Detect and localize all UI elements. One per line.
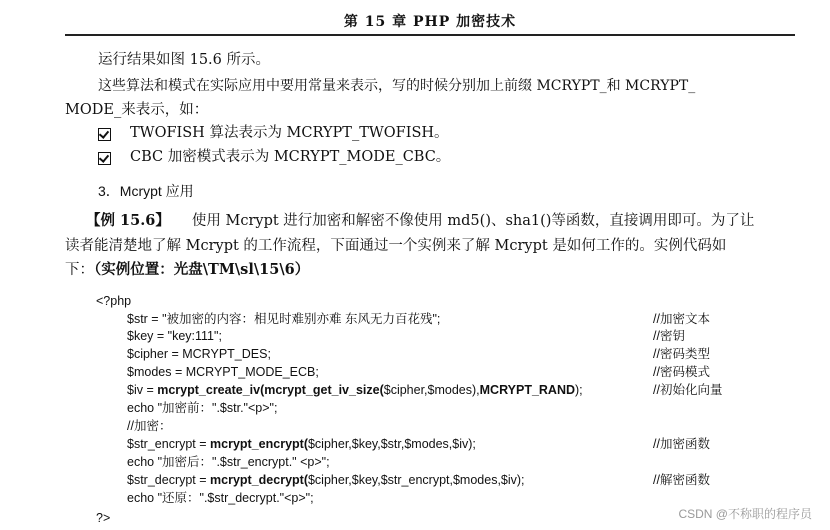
code-line: $cipher = MCRYPT_DES; (127, 347, 271, 361)
example-line: 读者能清楚地了解 Mcrypt 的工作流程，下面通过一个实例来了解 Mcrypt 是如何工作的。实例代码如 (65, 238, 727, 254)
code-comment: //密码模式 (653, 365, 710, 379)
code-token: MCRYPT_RAND (479, 383, 576, 397)
code-line: $modes = MCRYPT_MODE_ECB; (127, 365, 319, 379)
code-line: $str = "被加密的内容：相见时难别亦难 东风无力百花残"; (127, 312, 441, 326)
code-token: ); (575, 383, 583, 397)
code-line (127, 472, 525, 488)
example-label: 【例 15.6】 (86, 212, 170, 229)
code-comment: //解密函数 (653, 473, 710, 487)
paragraph-line: MODE_来表示，如： (65, 102, 209, 118)
code-line: $key = "key:111"; (127, 329, 222, 343)
example-location: （实例位置：光盘\TM\sl\15\6） (94, 261, 310, 278)
example-line (65, 260, 309, 280)
example-text: 下： (65, 262, 94, 278)
code-line: //加密： (127, 419, 172, 433)
paragraph-line: 这些算法和模式在实际应用中要用常量来表示，写的时候分别加上前缀 MCRYPT_和 MCRYPT_ (98, 78, 696, 94)
code-comment: //初始化向量 (653, 383, 723, 397)
code-line: echo "加密后：".$str_encrypt." <p>"; (127, 455, 330, 469)
code-line (127, 436, 476, 452)
check-item (0, 123, 830, 143)
code-line (127, 382, 583, 398)
chapter-title: 第 15 章 PHP 加密技术 (343, 14, 517, 30)
code-line: echo "加密前：".$str."<p>"; (127, 401, 278, 415)
code-token: $str_encrypt = (127, 437, 211, 451)
code-comment: //密码类型 (653, 347, 710, 361)
code-token: $cipher,$modes), (383, 383, 480, 397)
code-token: $iv = (127, 383, 158, 397)
checkbox-checked-icon (98, 152, 111, 165)
check-item-label: CBC 加密模式表示为 MCRYPT_MODE_CBC。 (130, 149, 451, 165)
code-token: mcrypt_encrypt( (210, 437, 308, 451)
checkbox-checked-icon (98, 128, 111, 141)
watermark: CSDN @不称职的程序员 (678, 507, 812, 521)
example-line (86, 211, 754, 231)
code-comment: //密钥 (653, 329, 685, 343)
code-token: mcrypt_create_iv(mcrypt_get_iv_size( (157, 383, 384, 397)
check-item-label: TWOFISH 算法表示为 MCRYPT_TWOFISH。 (130, 125, 449, 141)
code-token: $cipher,$key,$str,$modes,$iv); (307, 437, 476, 451)
code-line: ?> (96, 511, 111, 525)
section-heading: 3．Mcrypt 应用 (98, 183, 194, 199)
code-token: $str_decrypt = (127, 473, 211, 487)
code-comment: //加密文本 (653, 312, 710, 326)
code-comment: //加密函数 (653, 437, 710, 451)
code-token: $cipher,$key,$str_encrypt,$modes,$iv); (307, 473, 525, 487)
example-text: 使用 Mcrypt 进行加密和解密不像使用 md5()、sha1()等函数，直接调用即可。为了让 (191, 213, 755, 229)
check-item (0, 147, 830, 167)
code-line: echo "还原：".$str_decrypt."<p>"; (127, 491, 314, 505)
page-header (65, 4, 795, 36)
code-line: <?php (96, 294, 132, 308)
paragraph-line: 运行结果如图 15.6 所示。 (98, 52, 271, 68)
code-token: mcrypt_decrypt( (210, 473, 308, 487)
